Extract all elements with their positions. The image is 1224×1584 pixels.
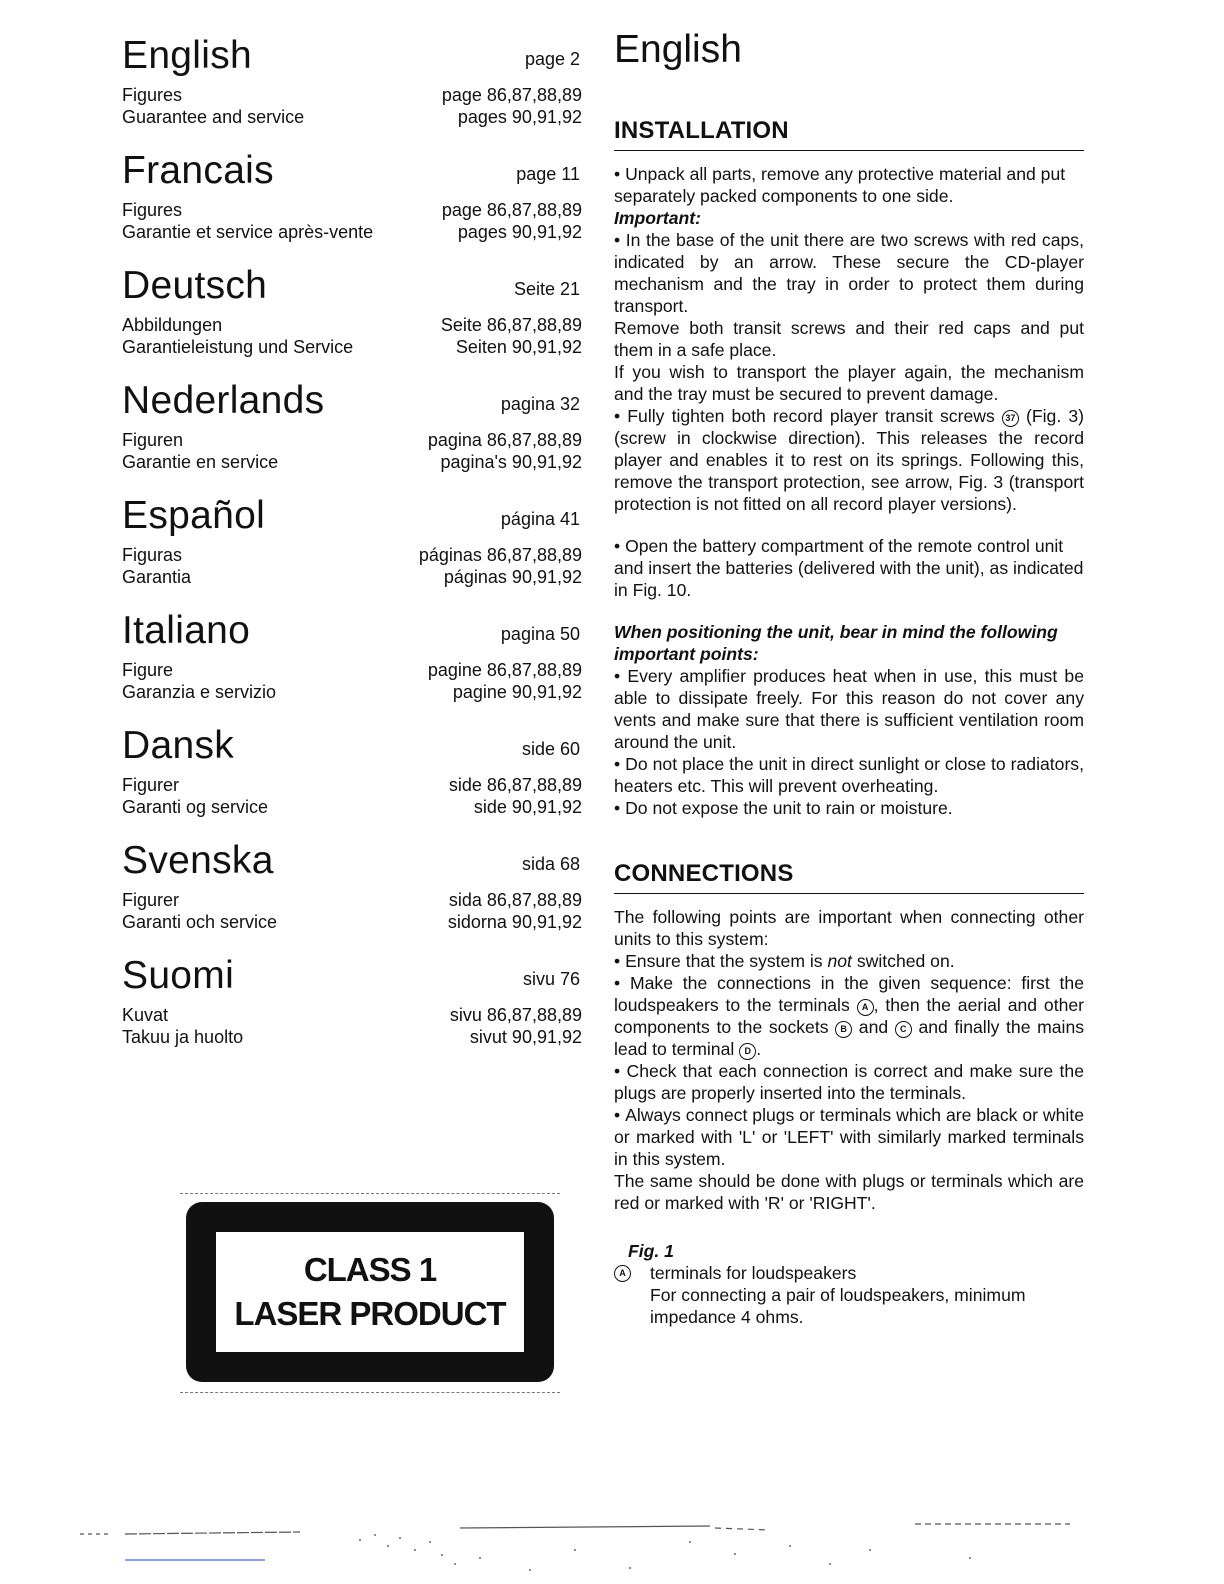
laser-label-frame: [186, 1202, 554, 1382]
lang-row-label: Garanzia e servizio: [122, 682, 277, 702]
lang-row-pages: páginas 86,87,88,89: [418, 545, 582, 565]
marker-d: D: [739, 1043, 756, 1060]
scan-artifacts: [70, 1520, 1170, 1580]
instructions-column: [614, 28, 1084, 1328]
lang-row-pages: pagine 86,87,88,89: [427, 660, 582, 680]
position-sunlight: • Do not place the unit in direct sunlight or close to radiators, heaters etc. This will prevent overheating.: [614, 753, 1084, 797]
lang-name: Svenska: [122, 839, 274, 882]
lang-row-pages: side 90,91,92: [473, 797, 582, 817]
positioning-heading: When positioning the unit, bear in mind the following important points:: [614, 622, 1058, 664]
lang-row-label: Abbildungen: [122, 315, 223, 335]
lang-name: Italiano: [122, 609, 251, 652]
connections-heading: CONNECTIONS: [614, 859, 1084, 894]
lang-start-page: page 2: [524, 49, 580, 69]
lang-row-label: Garantia: [122, 567, 192, 587]
lang-name: Español: [122, 494, 266, 537]
laser-class: CLASS 1: [303, 1251, 437, 1288]
lang-name: Deutsch: [122, 264, 268, 307]
lang-start-page: pagina 32: [500, 394, 580, 414]
laser-label: [180, 1193, 560, 1393]
lang-row-pages: side 86,87,88,89: [448, 775, 582, 795]
lang-row-label: Garanti och service: [122, 912, 278, 932]
lang-row-label: Garantieleistung und Service: [122, 337, 354, 357]
lang-row-label: Guarantee and service: [122, 107, 305, 127]
lang-entry: [122, 379, 592, 494]
lang-entry: [122, 34, 592, 149]
lang-row-pages: pagina's 90,91,92: [440, 452, 582, 472]
lang-row-pages: sivu 86,87,88,89: [449, 1005, 582, 1025]
lang-start-page: página 41: [500, 509, 580, 529]
lang-row-pages: páginas 90,91,92: [443, 567, 582, 587]
lang-row-pages: page 86,87,88,89: [441, 200, 582, 220]
language-index: [122, 34, 592, 1069]
lang-row-label: Figure: [122, 660, 174, 680]
lang-row-label: Figuren: [122, 430, 184, 450]
install-battery: • Open the battery compartment of the remote control unit and insert the batteries (delivered with the unit), as indicated in Fig. 10.: [614, 535, 1084, 601]
installation-heading: INSTALLATION: [614, 116, 1084, 151]
lang-name: Suomi: [122, 954, 235, 997]
lang-row-label: Garantie en service: [122, 452, 279, 472]
lang-entry: [122, 149, 592, 264]
lang-entry: [122, 954, 592, 1069]
conn-sequence: • Make the connections in the given sequence: first the loudspeakers to the terminals A , then the aerial and other components to the sockets B and C and finally the mains lead to terminal D .: [614, 972, 1084, 1060]
lang-name: English: [122, 34, 253, 77]
lang-row-label: Figures: [122, 85, 183, 105]
conn-switched-off: • Ensure that the system is not switched on.: [614, 950, 1084, 972]
important-label: Important:: [614, 208, 701, 228]
fig1-line1: terminals for loudspeakers: [650, 1263, 857, 1283]
marker-c: C: [895, 1021, 912, 1038]
marker-b: B: [835, 1021, 852, 1038]
lang-row-pages: sida 86,87,88,89: [448, 890, 582, 910]
lang-name: Nederlands: [122, 379, 325, 422]
fig1-label: Fig. 1: [628, 1241, 674, 1261]
install-transport-again: If you wish to transport the player again, the mechanism and the tray must be secured to prevent damage.: [614, 362, 1084, 404]
conn-right: The same should be done with plugs or terminals which are red or marked with 'R' or 'RIGHT'.: [614, 1171, 1084, 1213]
page-title: English: [614, 28, 742, 71]
lang-row-label: Garanti og service: [122, 797, 269, 817]
lang-row-label: Figures: [122, 200, 183, 220]
conn-left: • Always connect plugs or terminals which are black or white or marked with 'L' or 'LEFT' with similarly marked terminals in this system.: [614, 1104, 1084, 1170]
lang-row-pages: Seite 86,87,88,89: [440, 315, 582, 335]
lang-row-pages: sidorna 90,91,92: [447, 912, 582, 932]
marker-a-fig: A: [614, 1265, 631, 1282]
lang-row-label: Figuras: [122, 545, 183, 565]
lang-entry: [122, 494, 592, 609]
lang-row-pages: Seiten 90,91,92: [455, 337, 582, 357]
lang-row-label: Figurer: [122, 775, 180, 795]
install-unpack: • Unpack all parts, remove any protective material and put separately packed components to one side.: [614, 163, 1084, 207]
lang-start-page: side 60: [521, 739, 580, 759]
lang-row-pages: pages 90,91,92: [457, 222, 582, 242]
lang-name: Francais: [122, 149, 274, 192]
lang-row-pages: page 86,87,88,89: [441, 85, 582, 105]
conn-check: • Check that each connection is correct and make sure the plugs are properly inserted into the terminals.: [614, 1060, 1084, 1104]
lang-row-pages: pages 90,91,92: [457, 107, 582, 127]
install-tighten: • Fully tighten both record player transit screws 37 (Fig. 3) (screw in clockwise direction). This releases the record player and enables it to rest on its springs. Following this, remove the transport protection, see arrow, Fig. 3 (transport protection is not fitted on all record player versions).: [614, 405, 1084, 515]
lang-row-pages: pagine 90,91,92: [452, 682, 582, 702]
lang-start-page: sida 68: [521, 854, 580, 874]
lang-row-label: Takuu ja huolto: [122, 1027, 244, 1047]
marker-37: 37: [1002, 410, 1019, 427]
install-remove-screws: Remove both transit screws and their red caps and put them in a safe place.: [614, 318, 1084, 360]
marker-a: A: [857, 999, 874, 1016]
lang-entry: [122, 609, 592, 724]
lang-start-page: page 11: [516, 164, 580, 184]
lang-row-pages: pagina 86,87,88,89: [427, 430, 582, 450]
lang-entry: [122, 264, 592, 379]
install-screws: • In the base of the unit there are two screws with red caps, indicated by an arrow. These secure the CD-player mechanism and the tray in order to protect them during transport.: [614, 229, 1084, 317]
laser-product: LASER PRODUCT: [234, 1295, 506, 1332]
lang-row-label: Kuvat: [122, 1005, 169, 1025]
lang-start-page: sivu 76: [522, 969, 580, 989]
lang-entry: [122, 839, 592, 954]
position-moisture: • Do not expose the unit to rain or moisture.: [614, 797, 1084, 819]
fig1-item: [614, 1262, 1084, 1328]
fig1-line2: For connecting a pair of loudspeakers, minimum impedance 4 ohms.: [650, 1285, 1026, 1327]
lang-row-label: Figurer: [122, 890, 180, 910]
conn-intro: The following points are important when connecting other units to this system:: [614, 907, 1084, 949]
laser-label-inner: [216, 1232, 524, 1352]
lang-start-page: pagina 50: [500, 624, 580, 644]
position-heat: • Every amplifier produces heat when in use, this must be able to dissipate freely. For this reason do not cover any vents and make sure that there is sufficient ventilation room around the unit.: [614, 665, 1084, 753]
lang-row-label: Garantie et service après-vente: [122, 222, 374, 242]
lang-start-page: Seite 21: [513, 279, 580, 299]
lang-row-pages: sivut 90,91,92: [469, 1027, 582, 1047]
lang-entry: [122, 724, 592, 839]
lang-name: Dansk: [122, 724, 235, 767]
